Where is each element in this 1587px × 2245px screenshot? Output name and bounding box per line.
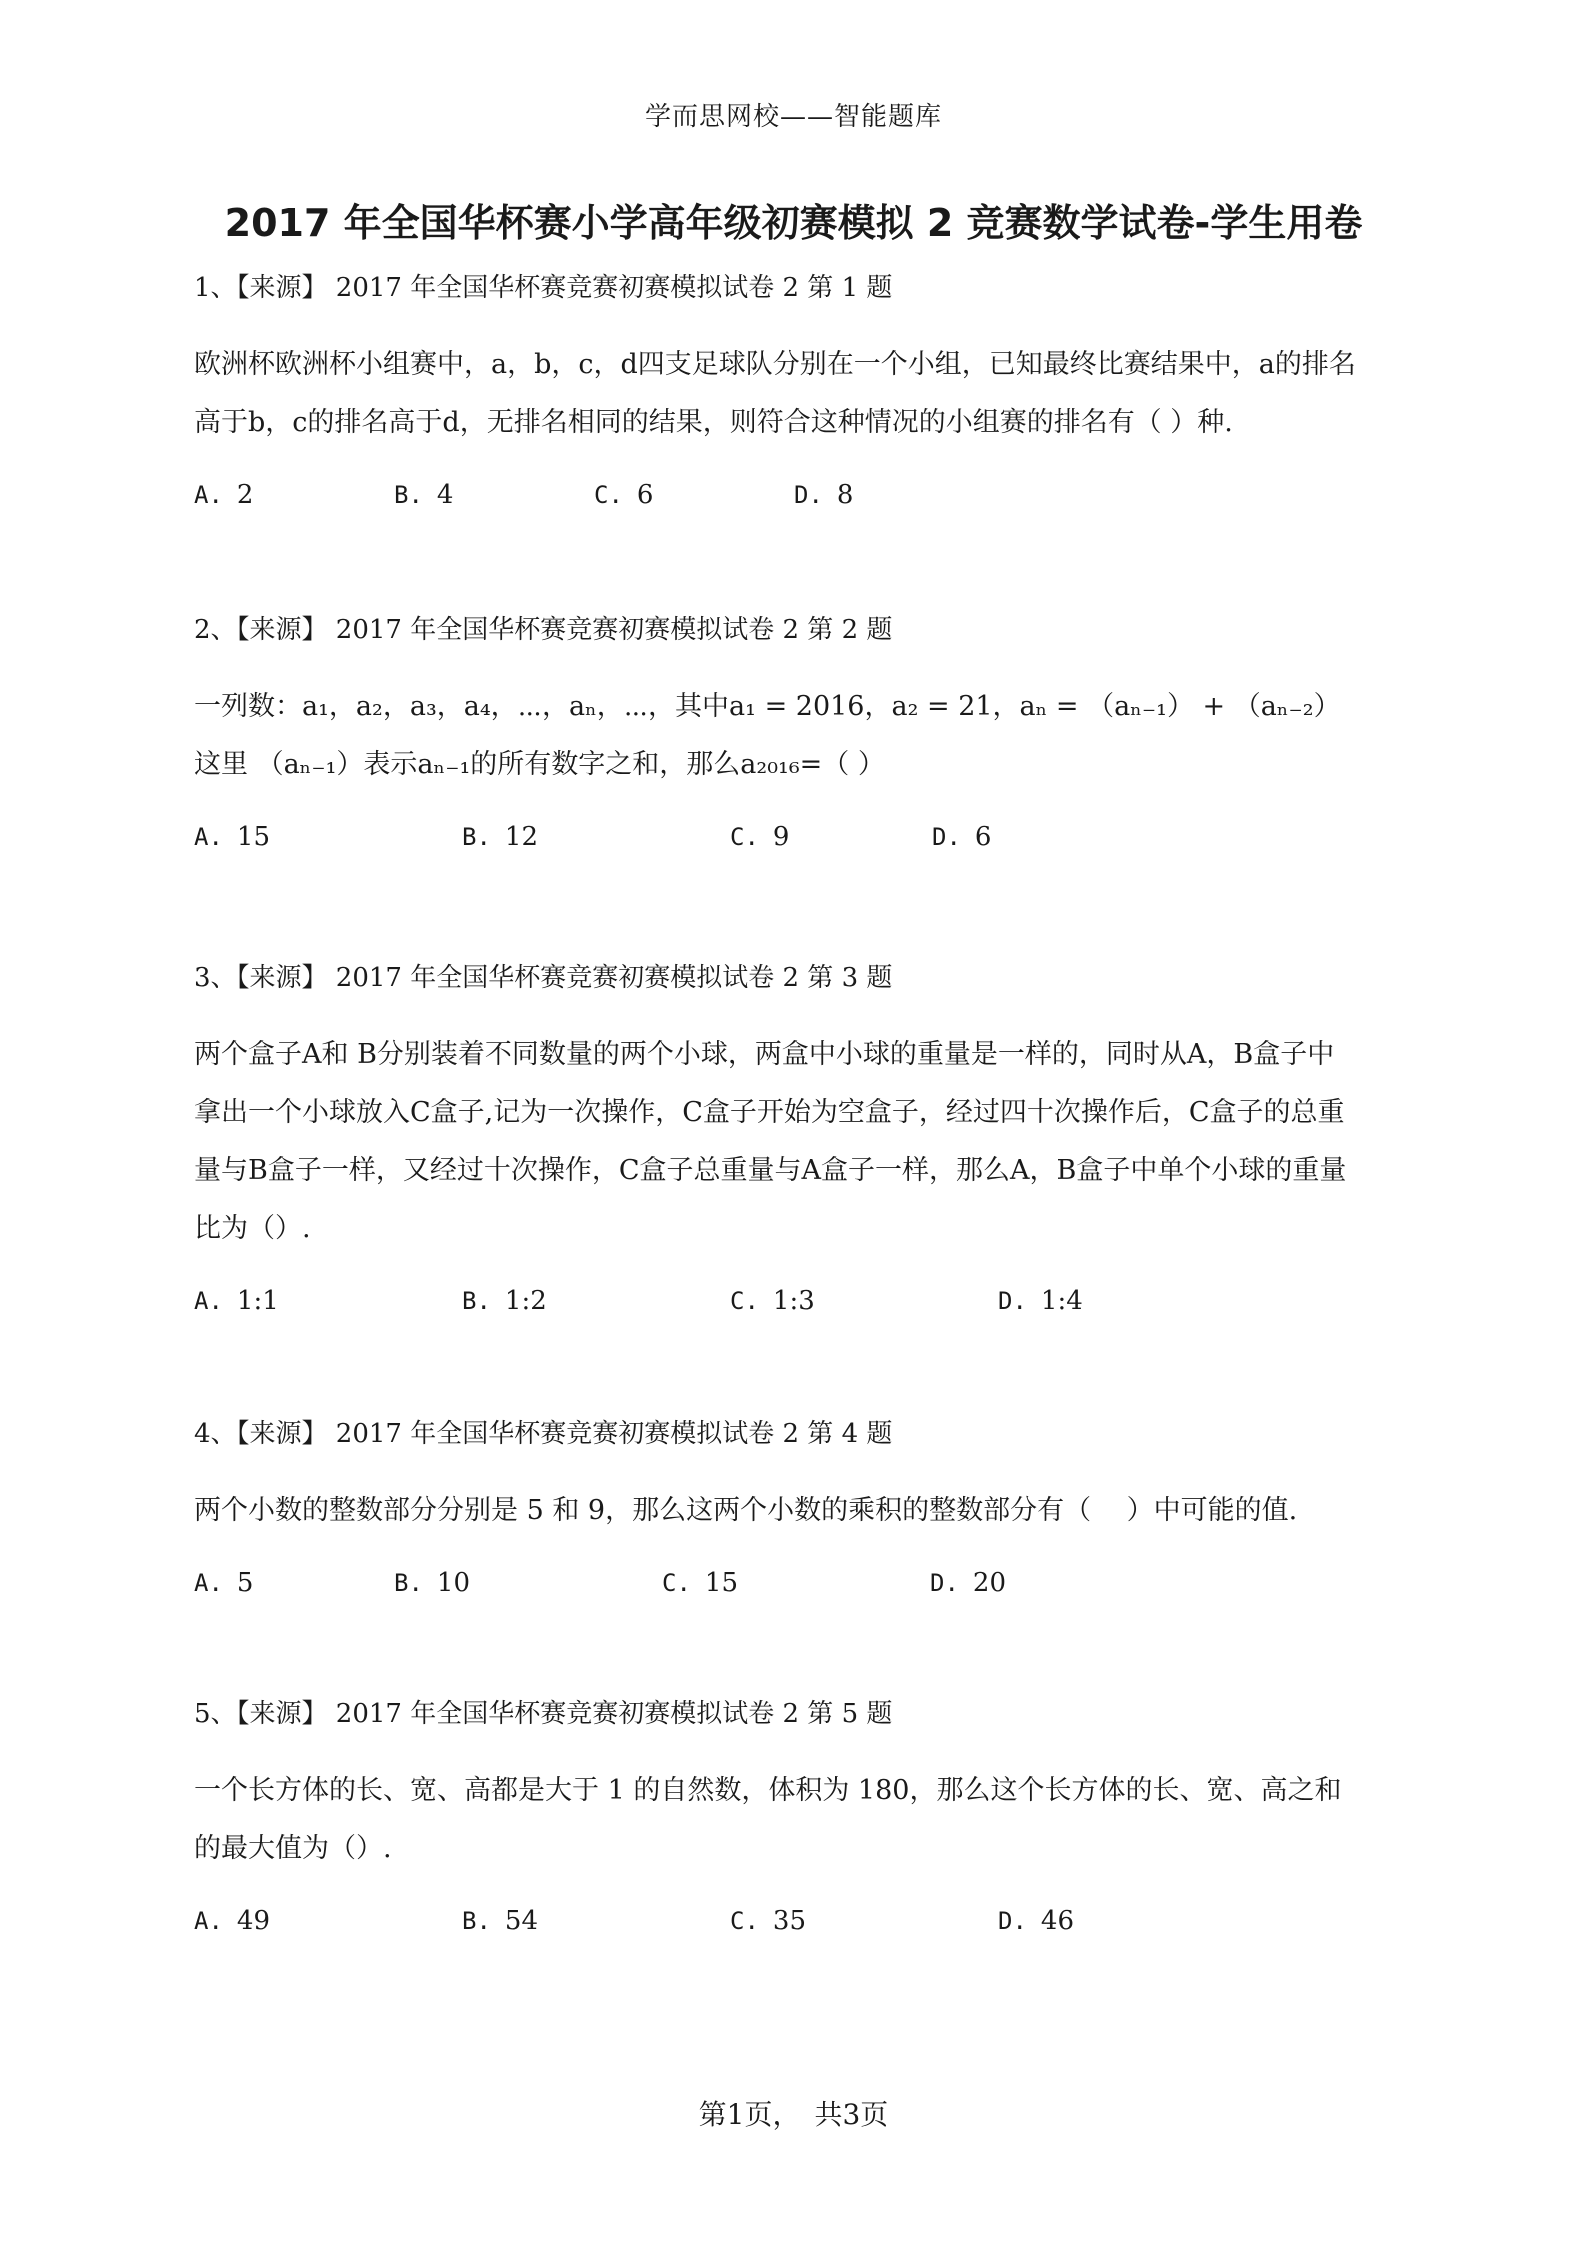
- option-letter: D.: [930, 1569, 959, 1597]
- stem-line: 量与B盒子一样，又经过十次操作，C盒子总重量与A盒子一样，那么A，B盒子中单个小球的重量: [194, 1155, 1347, 1186]
- option-d[interactable]: [998, 1272, 1083, 1330]
- option-d[interactable]: [932, 808, 991, 866]
- option-a[interactable]: [194, 1554, 253, 1612]
- option-c[interactable]: [730, 808, 789, 866]
- option-value: 5: [236, 1568, 254, 1598]
- question-stem: [194, 678, 1414, 794]
- question-3: [194, 958, 1414, 1330]
- option-b[interactable]: [394, 466, 453, 524]
- option-c[interactable]: [594, 466, 653, 524]
- option-d[interactable]: [930, 1554, 1006, 1612]
- question-stem: [194, 1026, 1414, 1258]
- option-value: 54: [504, 1906, 538, 1936]
- question-2: [194, 610, 1414, 866]
- option-letter: D.: [794, 481, 823, 509]
- option-letter: C.: [730, 1907, 759, 1935]
- option-c[interactable]: [662, 1554, 738, 1612]
- question-source: 2、【来源】 2017 年全国华杯赛竞赛初赛模拟试卷 2 第 2 题: [194, 615, 893, 645]
- option-letter: A.: [194, 823, 223, 851]
- question-stem: [194, 1482, 1414, 1540]
- option-value: 20: [972, 1568, 1006, 1598]
- option-letter: C.: [594, 481, 623, 509]
- stem-line: 两个小数的整数部分分别是 5 和 9，那么这两个小数的乘积的整数部分有（ ）中可能的值.: [194, 1495, 1298, 1526]
- option-list: [194, 1554, 1414, 1612]
- option-letter: D.: [932, 823, 961, 851]
- option-value: 2: [236, 480, 254, 510]
- option-letter: B.: [394, 1569, 423, 1597]
- question-source: 1、【来源】 2017 年全国华杯赛竞赛初赛模拟试卷 2 第 1 题: [194, 273, 893, 303]
- option-letter: A.: [194, 1287, 223, 1315]
- stem-line: 欧洲杯欧洲杯小组赛中，a，b，c，d四支足球队分别在一个小组，已知最终比赛结果中，a的排名: [194, 349, 1356, 380]
- option-a[interactable]: [194, 1272, 279, 1330]
- question-source: 5、【来源】 2017 年全国华杯赛竞赛初赛模拟试卷 2 第 5 题: [194, 1699, 893, 1729]
- option-value: 9: [772, 822, 790, 852]
- option-b[interactable]: [462, 1272, 547, 1330]
- option-value: 6: [974, 822, 992, 852]
- option-letter: C.: [730, 1287, 759, 1315]
- question-stem: [194, 336, 1414, 452]
- option-list: [194, 466, 1414, 524]
- option-list: [194, 808, 1414, 866]
- option-letter: C.: [662, 1569, 691, 1597]
- question-source: 3、【来源】 2017 年全国华杯赛竞赛初赛模拟试卷 2 第 3 题: [194, 963, 893, 993]
- option-letter: B.: [462, 1287, 491, 1315]
- question-source: 4、【来源】 2017 年全国华杯赛竞赛初赛模拟试卷 2 第 4 题: [194, 1419, 893, 1449]
- stem-line: 比为（）.: [194, 1213, 311, 1244]
- option-value: 15: [236, 822, 270, 852]
- option-value: 1:1: [236, 1286, 279, 1316]
- option-value: 35: [772, 1906, 806, 1936]
- option-a[interactable]: [194, 1892, 270, 1950]
- option-value: 1:2: [504, 1286, 547, 1316]
- option-value: 4: [436, 480, 454, 510]
- stem-line: 一个长方体的长、宽、高都是大于 1 的自然数，体积为 180，那么这个长方体的长、宽、高之和: [194, 1775, 1342, 1806]
- option-value: 12: [504, 822, 538, 852]
- option-d[interactable]: [998, 1892, 1074, 1950]
- option-b[interactable]: [462, 1892, 538, 1950]
- option-value: 8: [836, 480, 854, 510]
- option-letter: D.: [998, 1907, 1027, 1935]
- question-1: [194, 268, 1414, 524]
- option-d[interactable]: [794, 466, 853, 524]
- option-b[interactable]: [462, 808, 538, 866]
- page-header: 学而思网校——智能题库: [644, 102, 942, 132]
- question-4: [194, 1414, 1414, 1612]
- option-value: 46: [1040, 1906, 1074, 1936]
- option-a[interactable]: [194, 466, 253, 524]
- option-list: [194, 1892, 1414, 1950]
- question-stem: [194, 1762, 1414, 1878]
- stem-line: 高于b，c的排名高于d，无排名相同的结果，则符合这种情况的小组赛的排名有（ ）种.: [194, 407, 1233, 438]
- option-letter: C.: [730, 823, 759, 851]
- option-letter: A.: [194, 481, 223, 509]
- stem-line: 拿出一个小球放入C盒子,记为一次操作，C盒子开始为空盒子，经过四十次操作后，C盒子的总重: [194, 1097, 1345, 1128]
- option-letter: A.: [194, 1907, 223, 1935]
- option-letter: B.: [462, 1907, 491, 1935]
- option-letter: B.: [394, 481, 423, 509]
- option-letter: D.: [998, 1287, 1027, 1315]
- option-c[interactable]: [730, 1892, 806, 1950]
- option-b[interactable]: [394, 1554, 470, 1612]
- stem-line: 一列数：a₁，a₂，a₃，a₄，⋯，aₙ，⋯，其中a₁ = 2016，a₂ = 21，aₙ = （aₙ₋₁） + （aₙ₋₂）: [194, 691, 1341, 722]
- option-list: [194, 1272, 1414, 1330]
- option-value: 1:4: [1040, 1286, 1083, 1316]
- option-letter: B.: [462, 823, 491, 851]
- stem-line: 的最大值为（）.: [194, 1833, 392, 1864]
- option-value: 1:3: [772, 1286, 815, 1316]
- stem-line: 两个盒子A和 B分别装着不同数量的两个小球，两盒中小球的重量是一样的，同时从A，B盒子中: [194, 1039, 1335, 1070]
- page-footer: 第1页， 共3页: [698, 2098, 889, 2131]
- option-value: 10: [436, 1568, 470, 1598]
- document-title: 2017 年全国华杯赛小学高年级初赛模拟 2 竞赛数学试卷-学生用卷: [224, 201, 1363, 245]
- option-value: 49: [236, 1906, 270, 1936]
- option-value: 15: [704, 1568, 738, 1598]
- option-letter: A.: [194, 1569, 223, 1597]
- question-5: [194, 1694, 1414, 1950]
- stem-line: 这里 （aₙ₋₁）表示aₙ₋₁的所有数字之和，那么a₂₀₁₆=（ ）: [194, 749, 885, 780]
- option-a[interactable]: [194, 808, 270, 866]
- option-c[interactable]: [730, 1272, 815, 1330]
- option-value: 6: [636, 480, 654, 510]
